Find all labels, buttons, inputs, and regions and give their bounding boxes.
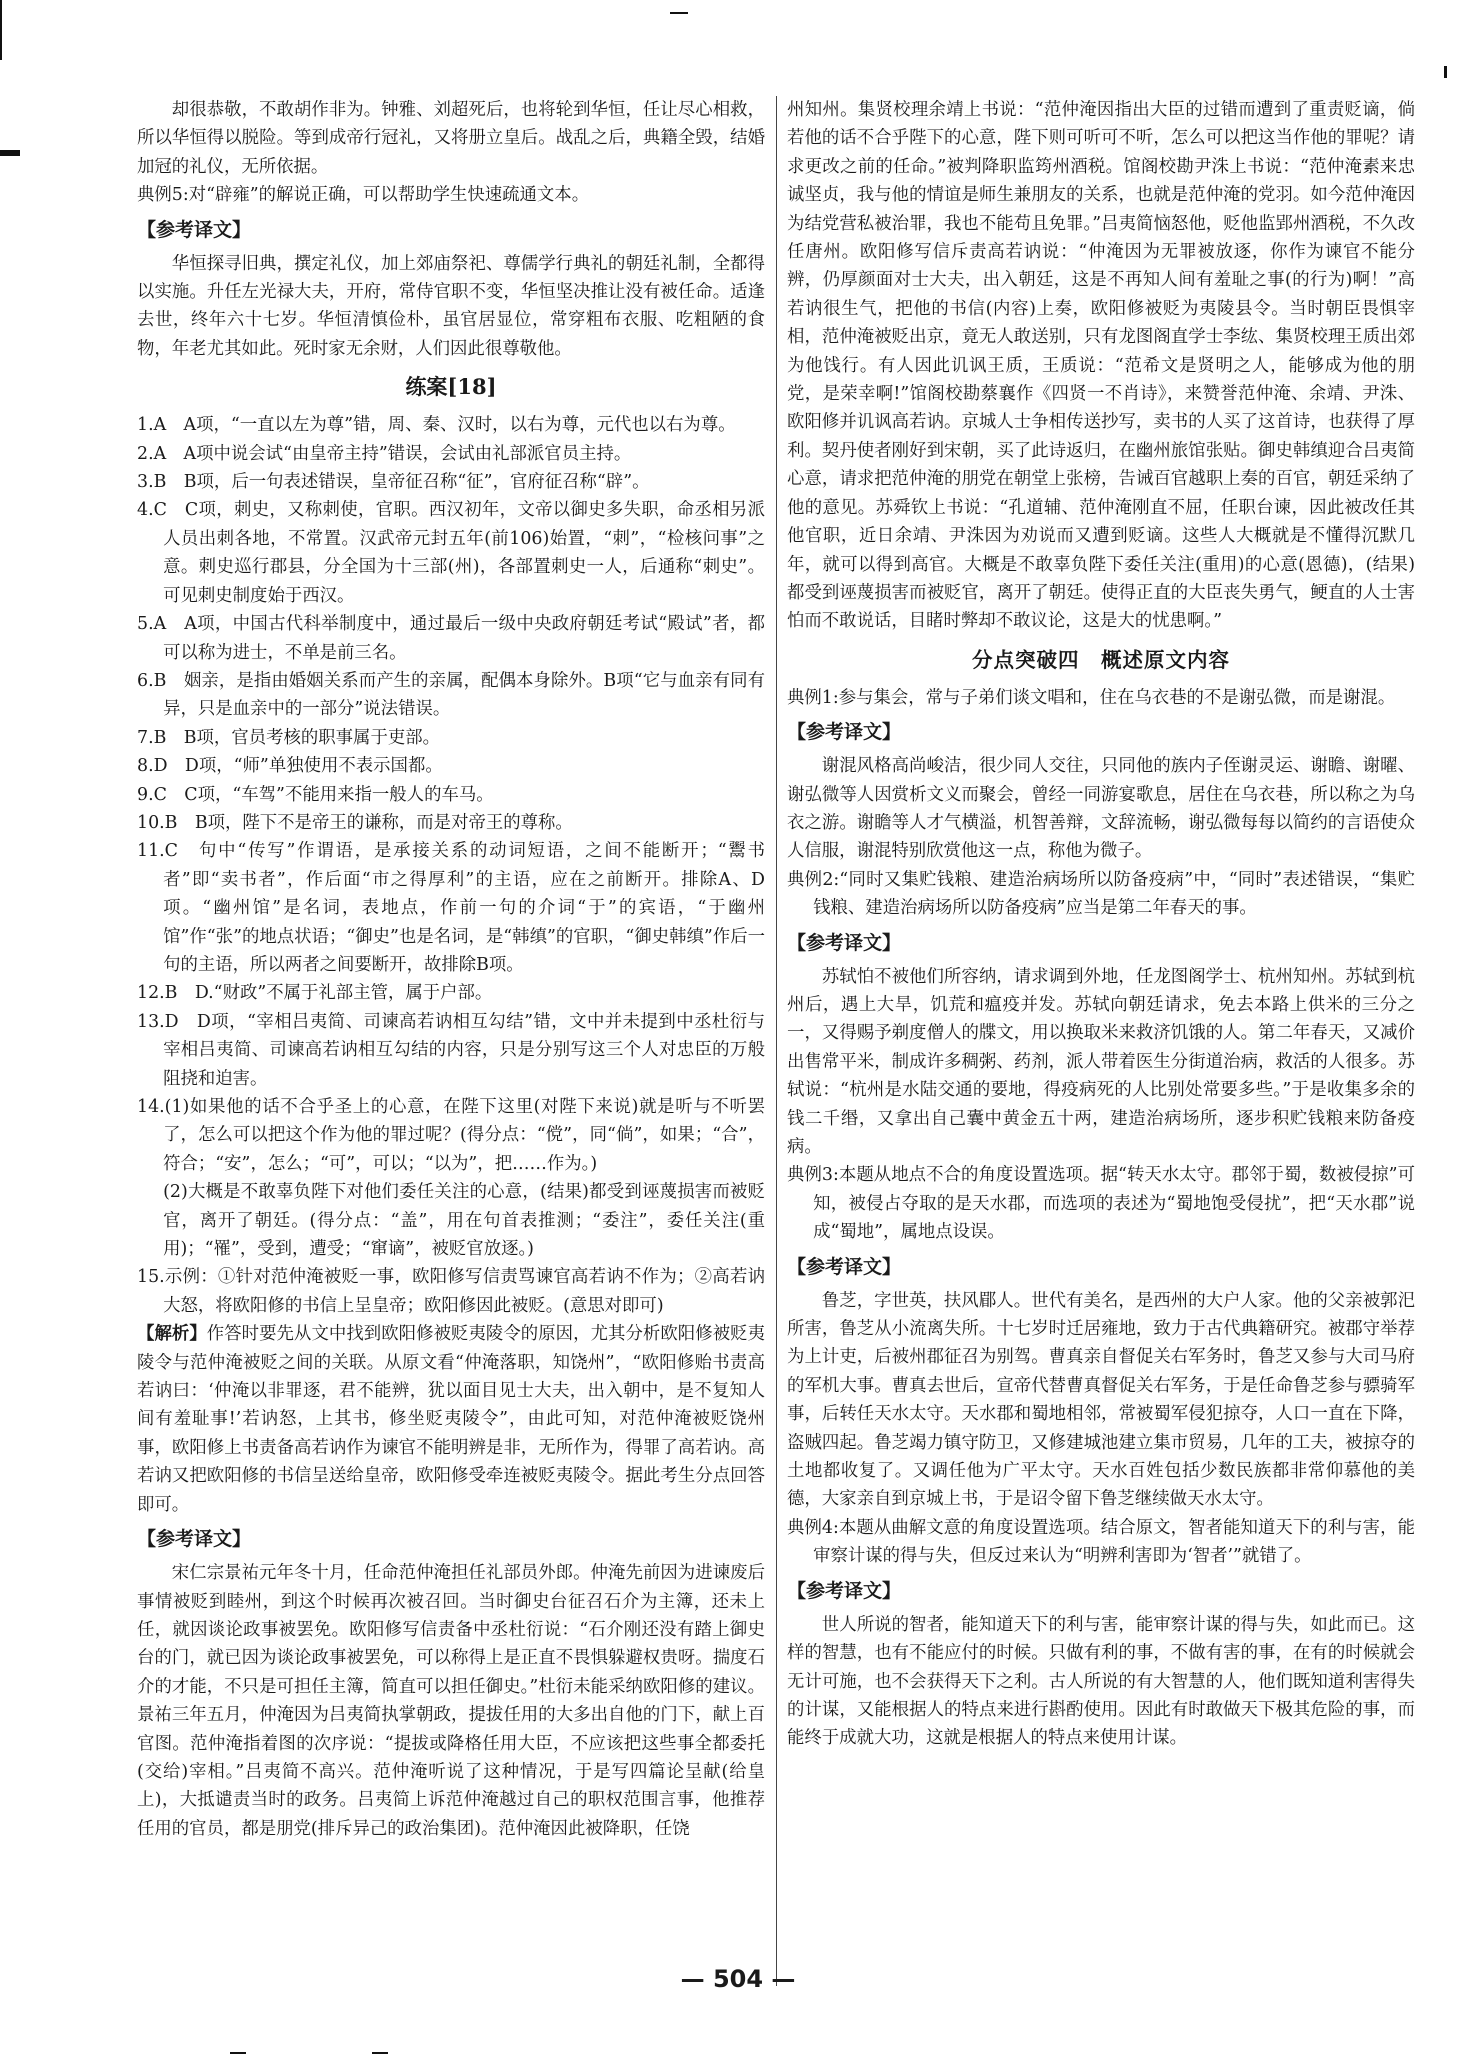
reference-translation-heading: 【参考译文】	[137, 218, 252, 241]
reference-translation-heading: 【参考译文】	[787, 931, 902, 954]
answer-item: 9.C C项，“车驾”不能用来指一般人的车马。	[137, 784, 494, 805]
corner-mark	[1444, 66, 1447, 78]
bottom-dash	[230, 2052, 246, 2054]
continuation-text: 却很恭敬，不敢胡作非为。钟雅、刘超死后，也将轮到华恒，任让尽心相救，所以华恒得以脱险。等到成帝行冠礼，又将册立皇后。战乱之后，典籍全毁，结婚加冠的礼仪，无所依据。	[137, 100, 765, 177]
reference-translation-text: 宋仁宗景祐元年冬十月，任命范仲淹担任礼部员外郎。仲淹先前因为进谏废后事情被贬到睦州，到这个时候再次被召回。当时御史台征召石介为主簿，还未上任，就因谈论政事被罢免。欧阳修写信责备中丞杜衍说：“石介刚还没有踏上御史台的门，就已因为谈论政事被罢免，可以称得上是正直不畏惧躲避权贵呀。揣度石介的才能，不只是可担任主簿，简直可以担任御史。”杜衍未能采纳欧阳修的建议。景祐三年五月，仲淹因为吕夷简执掌朝政，提拔任用的大多出自他的门下，献上百官图。范仲淹指着图的次序说：“提拔或降格任用大臣，不应该把这些事全都委托(交给)宰相。”吕夷简不高兴。范仲淹听说了这种情况，于是写四篇论呈献(给皇上)，大抵谴责当时的政务。吕夷简上诉范仲淹越过自己的职权范围言事，他推荐任用的官员，都是朋党(排斥异己的政治集团)。范仲淹因此被降职，任饶	[137, 1563, 765, 1839]
reference-translation-heading: 【参考译文】	[137, 1528, 252, 1551]
page-number: — 504 —	[680, 1965, 796, 1993]
example-1: 典例1:参与集会，常与子弟们谈文唱和，住在乌衣巷的不是谢弘微，而是谢混。	[787, 687, 1396, 708]
answer-item: 3.B B项，后一句表述错误，皇帝征召称“征”，官府征召称“辟”。	[137, 472, 650, 493]
example-3: 典例3:本题从地点不合的角度设置选项。据“转天水太守。郡邻于蜀，数被侵掠”可知，被侵占夺取的是天水郡，而选项的表述为“蜀地饱受侵扰”，把“天水郡”说成“蜀地”，属地点设误。	[787, 1165, 1415, 1243]
answer-item-15: 15.示例：①针对范仲淹被贬一事，欧阳修写信责骂谏官高若讷不作为；②高若讷大怒，将欧阳修的书信上呈皇帝；欧阳修因此被贬。(意思对即可)	[137, 1267, 765, 1316]
answer-item-14-part-2: (2)大概是不敢辜负陛下对他们委任关注的心意，(结果)都受到诬蔑损害而被贬官，离开了朝廷。(得分点：“盖”，用在句首表推测；“委注”，委任关注(重用)；“罹”，受到，遭受；“窜谪”，被贬官放逐。)	[163, 1182, 765, 1260]
column-divider	[776, 96, 777, 1986]
answer-item: 2.A A项中说会试“由皇帝主持”错误，会试由礼部派官员主持。	[137, 443, 632, 464]
answer-item: 1.A A项，“一直以左为尊”错，周、秦、汉时，以右为尊，元代也以右为尊。	[137, 415, 736, 436]
bottom-dash	[372, 2052, 388, 2054]
answer-item: 11.C 句中“传写”作谓语，是承接关系的动词短语，之间不能断开；“鬻书者”即“卖书者”，作后面“市之得厚利”的主语，应在之前断开。排除A、D项。“幽州馆”是名词，表地点，作前一句的介词“于”的宾语，“于幽州馆”作“张”的地点状语；“御史”也是名词，是“韩缜”的官职，“御史韩缜”作后一句的主语，所以两者之间要断开，故排除B项。	[137, 841, 765, 975]
reference-translation-text: 鲁芝，字世英，扶风郿人。世代有美名，是西州的大户人家。他的父亲被郭汜所害，鲁芝从小流离失所。十七岁时迁居雍地，致力于古代典籍研究。被郡守举荐为上计吏，后被州郡征召为别驾。曹真亲自督促关右军务时，鲁芝又参与大司马府的军机大事。曹真去世后，宣帝代替曹真督促关右军务，于是任命鲁芝参与骠骑军事，后转任天水太守。天水郡和蜀地相邻，常被蜀军侵犯掠夺，人口一直在下降，盗贼四起。鲁芝竭力镇守防卫，又修建城池建立集市贸易，几年的工夫，被掠夺的土地都收复了。又调任他为广平太守。天水百姓包括少数民族都非常仰慕他的美德，大家亲自到京城上书，于是诏令留下鲁芝继续做天水太守。	[787, 1290, 1415, 1510]
example-2: 典例2:“同时又集贮钱粮、建造治病场所以防备疫病”中，“同时”表述错误，“集贮钱粮、建造治病场所以防备疫病”应当是第二年春天的事。	[787, 869, 1415, 919]
reference-translation-heading: 【参考译文】	[787, 721, 902, 744]
reference-translation-heading: 【参考译文】	[787, 1255, 902, 1278]
answer-item: 4.C C项，刺史，又称刺使，官职。西汉初年，文帝以御史多失职，命丞相另派人员出刺各地，不常置。汉武帝元封五年(前106)始置，“刺”，“检核问事”之意。刺史巡行郡县，分全国为十三部(州)，各部置刺史一人，后通称“刺史”。可见刺史制度始于西汉。	[137, 500, 765, 606]
reference-translation-text: 苏轼怕不被他们所容纳，请求调到外地，任龙图阁学士、杭州知州。苏轼到杭州后，遇上大旱，饥荒和瘟疫并发。苏轼向朝廷请求，免去本路上供米的三分之一，又得赐予剃度僧人的牒文，用以换取米来救济饥饿的人。第二年春天，又减价出售常平米，制成许多稠粥、药剂，派人带着医生分街道治病，救活的人很多。苏轼说：“杭州是水陆交通的要地，得疫病死的人比别处常要多些。”于是收集多余的钱二千缗，又拿出自己囊中黄金五十两，建造治病场所，逐步积贮钱粮来防备疫病。	[787, 966, 1415, 1157]
example-5-note: 典例5:对“辟雍”的解说正确，可以帮助学生快速疏通文本。	[137, 185, 590, 206]
reference-translation-text: 华恒探寻旧典，撰定礼仪，加上郊庙祭祀、尊儒学行典礼的朝廷礼制，全都得以实施。升任左光禄大夫，开府，常侍官职不变，华恒坚决推让没有被任命。适逢去世，终年六十七岁。华恒清慎俭朴，虽官居显位，常穿粗布衣服、吃粗陋的食物，年老尤其如此。死时家无余财，人们因此很尊敬他。	[137, 253, 765, 359]
answer-item: 8.D D项，“师”单独使用不表示国都。	[137, 756, 443, 777]
answer-item: 10.B B项，陛下不是帝王的谦称，而是对帝王的尊称。	[137, 812, 573, 833]
answer-item: 14.(1)如果他的话不合乎圣上的心意，在陛下这里(对陛下来说)就是听与不听罢了，怎么可以把这个作为他的罪过呢？(得分点：“傥”，同“倘”，如果；“合”，符合；“安”，怎么；“可”，可以；“以为”，把……作为。)	[137, 1097, 765, 1174]
analysis-heading: 【解析】	[137, 1324, 207, 1345]
answer-item: 13.D D项，“宰相吕夷简、司谏高若讷相互勾结”错，文中并未提到中丞杜衍与宰相吕夷简、司谏高若讷相互勾结的内容，只是分别写这三个人对忠臣的万般阻挠和迫害。	[137, 1011, 765, 1089]
example-4: 典例4:本题从曲解文意的角度设置选项。结合原文，智者能知道天下的利与害，能审察计谋的得与失，但反过来认为“明辨利害即为‘智者’”就错了。	[787, 1517, 1415, 1567]
practice-title: 练案[18]	[405, 374, 497, 400]
binding-mark-top	[0, 0, 2, 60]
left-column	[137, 96, 765, 1996]
right-column	[787, 96, 1415, 1996]
reference-translation-text: 谢混风格高尚峻洁，很少同人交往，只同他的族内子侄谢灵运、谢瞻、谢曜、谢弘微等人因赏析文义而聚会，曾经一同游宴歌息，居住在乌衣巷，所以称之为乌衣之游。谢瞻等人才气横溢，机智善辩，文辞流畅，谢弘微每每以简约的言语使众人信服，谢混特别欣赏他这一点，称他为微子。	[787, 756, 1415, 862]
analysis-text: 作答时要先从文中找到欧阳修被贬夷陵令的原因，尤其分析欧阳修被贬夷陵令与范仲淹被贬之间的关联。从原文看“仲淹落职，知饶州”，“欧阳修贻书责高若讷曰：‘仲淹以非罪逐，君不能辨，犹以面目见士大夫，出入朝中，是不复知人间有羞耻事!’若讷怒，上其书，修坐贬夷陵令”，由此可知，对范仲淹被贬饶州事，欧阳修上书责备高若讷作为谏官不能明辨是非，无所作为，得罪了高若讷。高若讷又把欧阳修的书信呈送给皇帝，欧阳修受牵连被贬夷陵令。据此考生分点回答即可。	[137, 1324, 765, 1515]
answer-item: 6.B 姻亲，是指由婚姻关系而产生的亲属，配偶本身除外。B项“它与血亲有同有异，只是血亲中的一部分”说法错误。	[137, 670, 765, 720]
reference-translation-heading: 【参考译文】	[787, 1579, 902, 1602]
continuation-text: 州知州。集贤校理余靖上书说：“范仲淹因指出大臣的过错而遭到了重责贬谪，倘若他的话不合乎陛下的心意，陛下则可听可不听，怎么可以把这当作他的罪呢？请求更改之前的任命。”被判降职监筠州酒税。馆阁校勘尹洙上书说：“范仲淹素来忠诚坚贞，我与他的情谊是师生兼朋友的关系，也就是范仲淹的党羽。如今范仲淹因为结党营私被治罪，我也不能苟且免罪。”吕夷简恼怒他，贬他监郢州酒税，不久改任唐州。欧阳修写信斥责高若讷说：“仲淹因为无罪被放逐，你作为谏官不能分辨，仍厚颜面对士大夫，出入朝廷，这是不再知人间有羞耻之事(的行为)啊！”高若讷很生气，把他的书信(内容)上奏，欧阳修被贬为夷陵县令。当时朝臣畏惧宰相，范仲淹被贬出京，竟无人敢送别，只有龙图阁直学士李纮、集贤校理王质出郊为他饯行。有人因此讥讽王质，王质说：“范希文是贤明之人，能够成为他的朋党，是荣幸啊!”馆阁校勘蔡襄作《四贤一不肖诗》，来赞誉范仲淹、余靖、尹洙、欧阳修并讥讽高若讷。京城人士争相传送抄写，卖书的人买了这首诗，也获得了厚利。契丹使者刚好到宋朝，买了此诗返归，在幽州旅馆张贴。御史韩缜迎合吕夷简心意，请求把范仲淹的朋党在朝堂上张榜，告诫百官越职上奏的百官，朝廷采纳了他的意见。苏舜钦上书说：“孔道辅、范仲淹刚直不屈，任职台谏，因此被改任其他官职，近日余靖、尹洙因为劝说而又遭到贬谪。这些人大概就是不懂得沉默几年，就可以得到高官。大概是不敢辜负陛下委任关注(重用)的心意(恩德)，(结果)都受到诬蔑损害而被贬官，离开了朝廷。使得正直的大臣丧失勇气，鲠直的人士害怕而不敢说话，目睹时弊却不敢议论，这是大的忧患啊。”	[787, 100, 1415, 632]
answer-item: 12.B D.“财政”不属于礼部主管，属于户部。	[137, 983, 493, 1004]
section-title: 分点突破四 概述原文内容	[972, 647, 1230, 672]
top-dash	[670, 12, 688, 14]
answer-item: 5.A A项，中国古代科举制度中，通过最后一级中央政府朝廷考试“殿试”者，都可以称为进士，不单是前三名。	[137, 614, 765, 663]
answer-item: 7.B B项，官员考核的职事属于吏部。	[137, 727, 441, 748]
reference-translation-text: 世人所说的智者，能知道天下的利与害，能审察计谋的得与失，如此而已。这样的智慧，也有不能应付的时候。只做有利的事，不做有害的事，在有的时候就会无计可施，也不会获得天下之利。古人所说的有大智慧的人，他们既知道利害得失的计谋，又能根据人的特点来进行斟酌使用。因此有时敢做天下极其危险的事，而能终于成就大功，这就是根据人的特点来使用计谋。	[787, 1614, 1415, 1749]
binding-mark-left	[0, 150, 20, 156]
